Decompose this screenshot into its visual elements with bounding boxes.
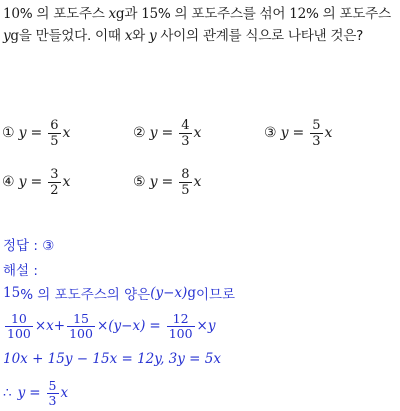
q-text: 사이의 관계를 식으로 나타낸 것은? xyxy=(156,28,363,44)
q-unit-g: g xyxy=(115,6,125,22)
choice-var: y xyxy=(149,125,158,141)
equals-sign: = xyxy=(161,125,174,141)
fraction xyxy=(179,118,191,149)
explanation-line-4 xyxy=(3,375,68,411)
choices-row-2 xyxy=(2,160,264,204)
choice-1[interactable] xyxy=(2,118,133,149)
choice-number: ⑤ xyxy=(133,174,146,190)
fraction xyxy=(5,312,33,341)
q-var-y: y xyxy=(148,28,157,44)
choices-row-1 xyxy=(2,111,332,155)
fraction xyxy=(48,167,60,198)
exp-number: 15 xyxy=(3,285,21,301)
choice-number: ② xyxy=(133,125,146,141)
choice-number: ③ xyxy=(264,125,277,141)
denominator: 5 xyxy=(50,133,59,149)
explanation-line-2 xyxy=(3,304,216,348)
choice-4[interactable] xyxy=(2,167,133,198)
q-var-x: x xyxy=(108,6,116,22)
numerator: 8 xyxy=(181,166,190,182)
exp-var: y xyxy=(207,318,216,334)
exp-unit: g xyxy=(187,285,196,301)
exp-expression: (y−x) xyxy=(150,285,188,301)
fraction xyxy=(179,167,191,198)
exp-text: 이므로 xyxy=(195,287,236,303)
choice-var: x xyxy=(62,174,71,190)
fraction xyxy=(167,312,195,341)
choice-number: ④ xyxy=(2,174,15,190)
numerator: 5 xyxy=(312,117,321,133)
choice-var: y xyxy=(280,125,289,141)
explanation-title: 해설 : xyxy=(3,263,38,279)
choice-var: y xyxy=(149,174,158,190)
explanation-line-1 xyxy=(3,283,235,303)
times-sign: × xyxy=(96,318,109,334)
choice-var: y xyxy=(18,174,27,190)
choice-var: y xyxy=(18,125,27,141)
exp-var: x xyxy=(60,385,69,401)
fraction xyxy=(47,379,59,408)
denominator: 100 xyxy=(168,325,193,341)
numerator: 5 xyxy=(48,377,57,393)
choice-2[interactable] xyxy=(133,118,264,149)
choice-var: x xyxy=(193,125,202,141)
equals-sign: = xyxy=(29,385,41,401)
numerator: 4 xyxy=(181,117,190,133)
equals-sign: = xyxy=(161,174,174,190)
choice-number: ① xyxy=(2,125,15,141)
q-text: 을 만들었다. 이때 xyxy=(18,28,125,44)
q-percent-12: 12 xyxy=(289,6,306,22)
denominator: 100 xyxy=(7,325,31,341)
exp-text: % 의 포도주스의 양은 xyxy=(20,287,151,303)
denominator: 3 xyxy=(181,133,190,149)
plus-sign: + xyxy=(53,318,66,334)
q-text: 와 xyxy=(132,28,149,44)
q-text: 과 xyxy=(124,6,142,22)
q-text: % 의 포도주스 xyxy=(305,6,391,22)
equals-sign: = xyxy=(30,174,43,190)
fraction xyxy=(310,118,322,149)
numerator: 10 xyxy=(10,310,27,326)
denominator: 2 xyxy=(50,182,59,198)
explanation-line-3: 10x + 15y − 15x = 12y, 3y = 5x xyxy=(3,351,221,367)
exp-var: x xyxy=(46,318,54,334)
exp-expression: (y−x) xyxy=(108,318,146,334)
choice-var: x xyxy=(62,125,71,141)
q-text: % 의 포도주스를 섞어 xyxy=(157,6,290,22)
choice-5[interactable] xyxy=(133,167,264,198)
denominator: 3 xyxy=(312,133,321,149)
q-percent-15: 15 xyxy=(141,6,158,22)
choice-var: x xyxy=(324,125,333,141)
times-sign: × xyxy=(34,318,47,334)
q-text: % 의 포도주스 xyxy=(19,6,109,22)
choice-var: x xyxy=(193,174,202,190)
answer-value: ③ xyxy=(42,238,55,254)
q-var-x: x xyxy=(124,28,133,44)
fraction xyxy=(48,118,60,149)
denominator: 3 xyxy=(48,392,57,408)
equals-sign: = xyxy=(292,125,305,141)
fraction xyxy=(67,312,95,341)
equals-sign: = xyxy=(30,125,43,141)
q-percent-10: 10 xyxy=(3,6,20,22)
denominator: 100 xyxy=(69,325,93,341)
question-text xyxy=(3,3,397,47)
numerator: 6 xyxy=(50,117,59,133)
numerator: 15 xyxy=(73,310,89,326)
denominator: 5 xyxy=(181,182,190,198)
q-var-y: y xyxy=(3,28,11,44)
choice-3[interactable] xyxy=(264,118,332,149)
answer-line xyxy=(3,234,54,254)
numerator: 3 xyxy=(50,166,59,182)
numerator: 12 xyxy=(172,310,189,326)
equals-sign: = xyxy=(149,318,161,334)
therefore-sign: ∴ xyxy=(3,385,12,401)
exp-var: y xyxy=(17,385,26,401)
times-sign: × xyxy=(196,318,208,334)
answer-label: 정답 : xyxy=(3,238,43,254)
q-unit-g: g xyxy=(10,28,19,44)
